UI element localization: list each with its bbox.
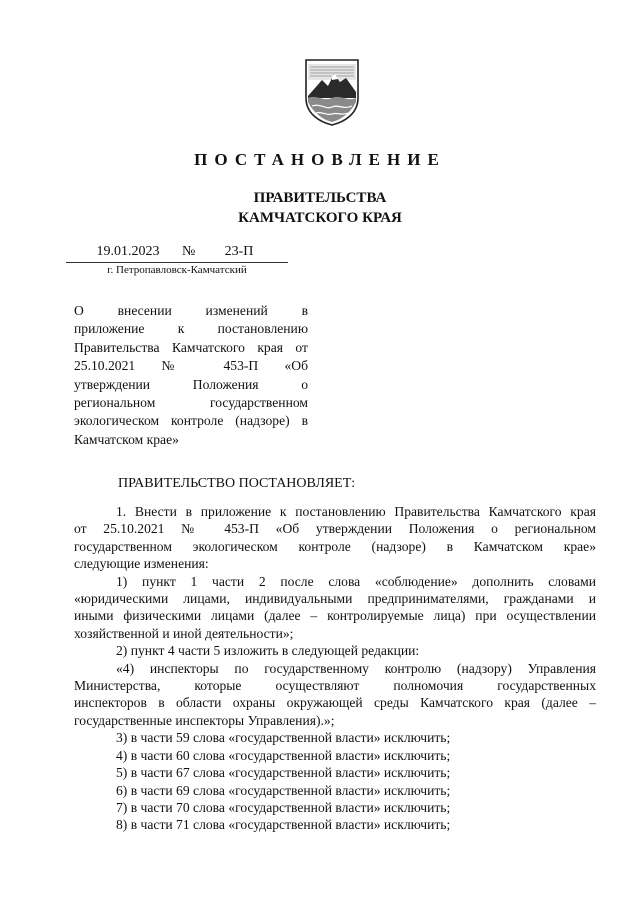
subject-line: региональном государственном bbox=[74, 395, 308, 411]
document-date: 19.01.2023 bbox=[96, 244, 160, 259]
subject-line: 25.10.2021 № 453-П «Об bbox=[74, 358, 308, 374]
body-line: государственные инспекторы Управления).»; bbox=[74, 712, 335, 728]
number-sign: № bbox=[182, 244, 196, 259]
body-line: «юридическими лицами, индивидуальными предпринимателями, гражданами и bbox=[74, 591, 596, 607]
body-line: иными физическими лицами (далее – контролируемые лица) при осуществлении bbox=[74, 608, 596, 624]
body-line: 8) в части 71 слова «государственной власти» исключить; bbox=[116, 817, 451, 833]
body-line: 1) пункт 1 части 2 после слова «соблюдение» дополнить словами bbox=[116, 573, 596, 589]
resolves-heading: ПРАВИТЕЛЬСТВО ПОСТАНОВЛЯЕТ: bbox=[118, 476, 356, 491]
subject-line: О внесении изменений в bbox=[74, 303, 308, 318]
body-line: 6) в части 69 слова «государственной власти» исключить; bbox=[116, 782, 451, 798]
issuer-line: КАМЧАТСКОГО КРАЯ bbox=[238, 210, 402, 226]
subject-line: утверждении Положения о bbox=[74, 376, 308, 392]
body-line: хозяйственной и иной деятельности»; bbox=[74, 625, 294, 641]
document-city: г. Петропавловск-Камчатский bbox=[107, 264, 247, 276]
body-line: государственном экологическом контроле (надзоре) в Камчатском крае» bbox=[74, 538, 596, 554]
body-line: 7) в части 70 слова «государственной власти» исключить; bbox=[116, 799, 451, 815]
body-line: инспекторов в области охраны окружающей среды Камчатского края (далее – bbox=[74, 695, 596, 711]
body-line: 3) в части 59 слова «государственной власти» исключить; bbox=[116, 730, 451, 746]
body-line: от 25.10.2021 № 453-П «Об утверждении Положения о региональном bbox=[74, 521, 596, 537]
subject-line: Правительства Камчатского края от bbox=[74, 339, 308, 355]
body-line: 5) в части 67 слова «государственной власти» исключить; bbox=[116, 765, 451, 781]
document-number: 23-П bbox=[224, 244, 254, 259]
kamchatka-coat-of-arms-icon bbox=[302, 58, 362, 126]
body-line: «4) инспекторы по государственному контролю (надзору) Управления bbox=[116, 660, 596, 676]
body-line: 2) пункт 4 части 5 изложить в следующей редакции: bbox=[116, 643, 420, 659]
issuer-line: ПРАВИТЕЛЬСТВА bbox=[253, 190, 387, 206]
body-line: 4) в части 60 слова «государственной власти» исключить; bbox=[116, 747, 451, 763]
body-line: следующие изменения: bbox=[74, 556, 209, 572]
date-number-rule bbox=[66, 262, 288, 263]
subject-line: Камчатском крае» bbox=[74, 431, 179, 447]
document-type-title: ПОСТАНОВЛЕНИЕ bbox=[194, 150, 446, 169]
body-line: Министерства, которые осуществляют полномочия государственных bbox=[74, 678, 596, 694]
body-line: 1. Внести в приложение к постановлению Правительства Камчатского края bbox=[116, 504, 596, 519]
document-body bbox=[74, 503, 596, 834]
issuer-block bbox=[0, 188, 640, 228]
subject-line: экологическом контроле (надзоре) в bbox=[74, 413, 308, 429]
subject-line: приложение к постановлению bbox=[74, 321, 308, 337]
document-subject bbox=[74, 302, 308, 449]
